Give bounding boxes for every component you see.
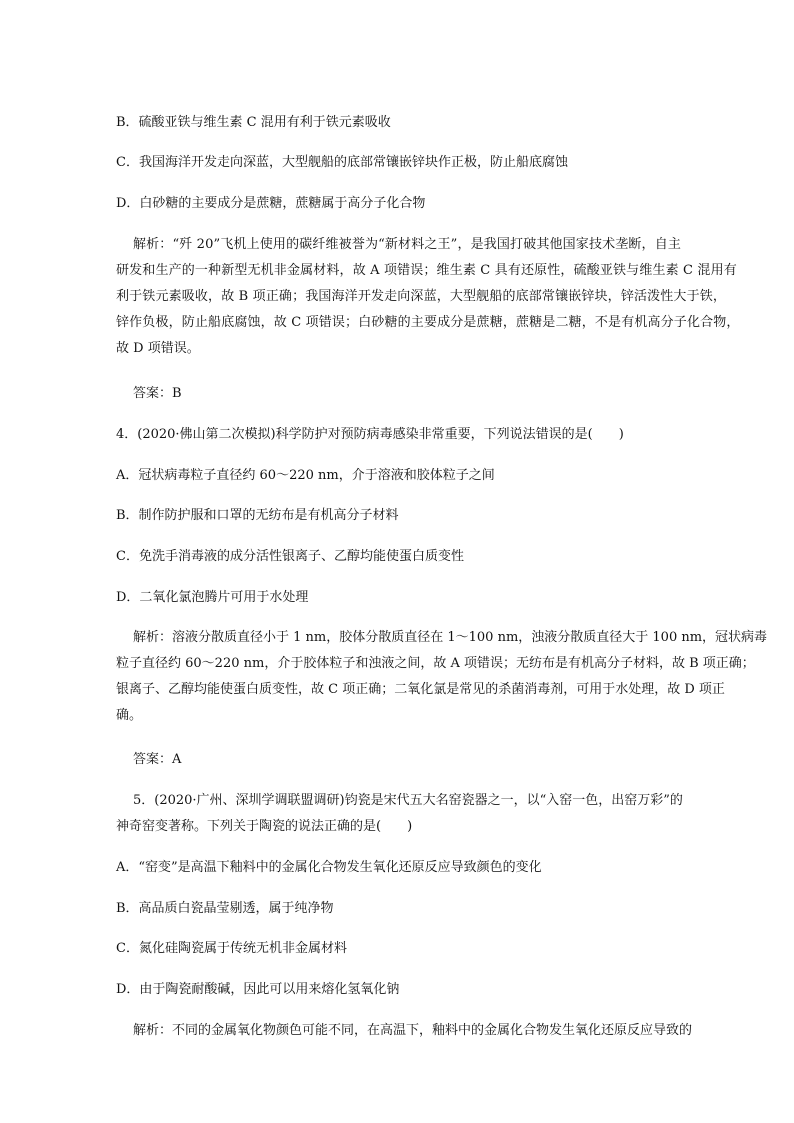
q5-option-b: B．高品质白瓷晶莹剔透，属于纯净物: [116, 901, 334, 916]
q4-stem: 4．(2020·佛山第二次模拟)科学防护对预防病毒感染非常重要，下列说法错误的是( ): [116, 427, 624, 442]
q5-stem-line-2: 神奇窑变著称。下列关于陶瓷的说法正确的是( ): [116, 819, 413, 834]
q4-option-d: D．二氧化氯泡腾片可用于水处理: [116, 590, 309, 605]
q3-analysis-line-2: 研发和生产的一种新型无机非金属材料，故 A 项错误；维生素 C 具有还原性，硫酸亚铁与维生素 C 混用有: [116, 263, 737, 278]
q3-analysis-line-3: 利于铁元素吸收，故 B 项正确；我国海洋开发走向深蓝，大型舰船的底部常镶嵌锌块，锌活泼性大于铁，: [116, 289, 727, 304]
q4-option-c: C．免洗手消毒液的成分活性银离子、乙醇均能使蛋白质变性: [116, 549, 464, 564]
q3-answer: 答案：B: [133, 386, 182, 401]
q4-analysis-line-2: 粒子直径约 60～220 nm，介于胶体粒子和浊液之间，故 A 项错误；无纺布是有机高分子材料，故 B 项正确；: [116, 656, 755, 671]
q4-analysis-line-3: 银离子、乙醇均能使蛋白质变性，故 C 项正确；二氧化氯是常见的杀菌消毒剂，可用于水处理，故 D 项正: [116, 682, 725, 697]
q5-option-d: D．由于陶瓷耐酸碱，因此可以用来熔化氢氧化钠: [116, 982, 400, 997]
q3-analysis-line-1: 解析：“歼 20”飞机上使用的碳纤维被誉为“新材料之王”，是我国打破其他国家技术垄断，自主: [133, 237, 682, 252]
q4-analysis-line-4: 确。: [116, 708, 143, 723]
q3-option-b: B．硫酸亚铁与维生素 C 混用有利于铁元素吸收: [116, 115, 391, 130]
q5-option-a: A．“窑变”是高温下釉料中的金属化合物发生氧化还原反应导致颜色的变化: [116, 860, 542, 875]
q5-stem-line-1: 5．(2020·广州、深圳学调联盟调研)钧瓷是宋代五大名窑瓷器之一，以“入窑一色，出窑万彩”的: [133, 793, 683, 808]
q4-option-a: A．冠状病毒粒子直径约 60～220 nm，介于溶液和胶体粒子之间: [116, 468, 495, 483]
q4-option-b: B．制作防护服和口罩的无纺布是有机高分子材料: [116, 508, 399, 523]
q5-analysis-line-1: 解析：不同的金属氧化物颜色可能不同，在高温下，釉料中的金属化合物发生氧化还原反应导致的: [133, 1023, 693, 1038]
q3-option-d: D．白砂糖的主要成分是蔗糖，蔗糖属于高分子化合物: [116, 196, 426, 211]
q3-analysis-line-4: 锌作负极，防止船底腐蚀，故 C 项错误；白砂糖的主要成分是蔗糖，蔗糖是二糖，不是有机高分子化合物，: [116, 315, 740, 330]
q4-analysis-line-1: 解析：溶液分散质直径小于 1 nm，胶体分散质直径在 1～100 nm，浊液分散质直径大于 100 nm，冠状病毒: [133, 630, 768, 645]
q5-option-c: C．氮化硅陶瓷属于传统无机非金属材料: [116, 941, 347, 956]
q3-option-c: C．我国海洋开发走向深蓝，大型舰船的底部常镶嵌锌块作正极，防止船底腐蚀: [116, 155, 568, 170]
q4-answer: 答案：A: [133, 752, 182, 767]
q3-analysis-line-5: 故 D 项错误。: [116, 341, 200, 356]
